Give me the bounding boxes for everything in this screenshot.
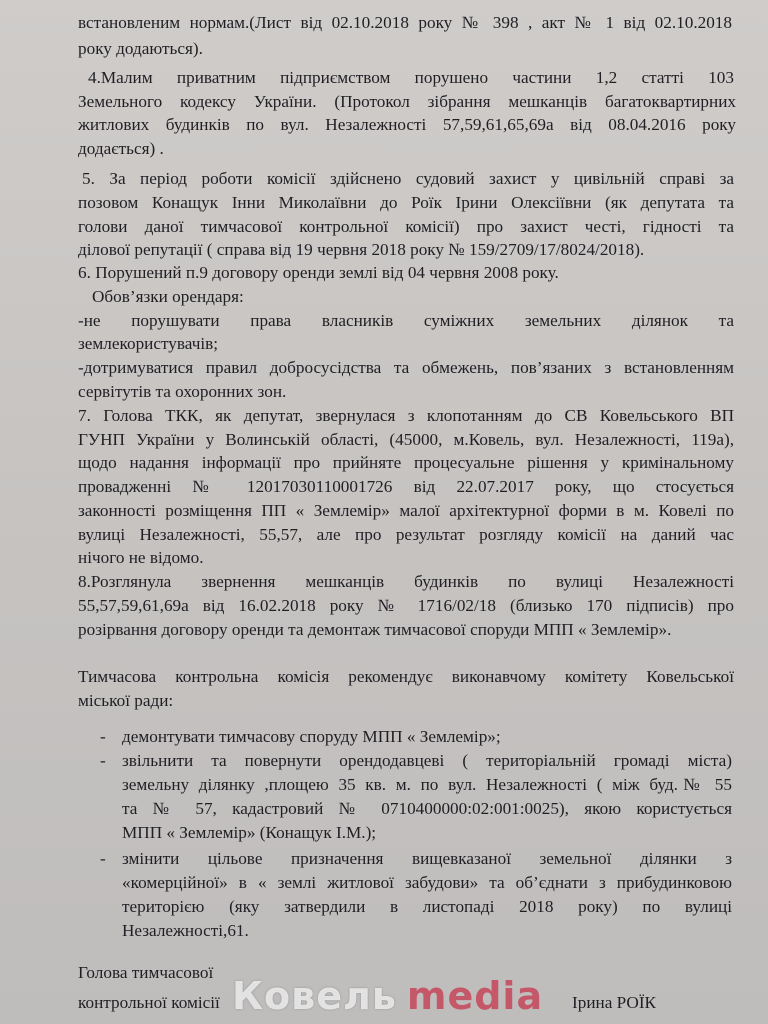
text-line: Обов’язки орендаря: [92,287,244,306]
list-item: звільнити та повернути орендодавцеві ( територіальній громаді міста) [122,751,732,770]
text-line: 5. За період роботи комісії здійснено судовий захист у цивільній справі за [82,169,734,188]
text-line: голови даної тимчасової контрольної комісії) про захист честі, гідності та [78,217,734,236]
text-line: Земельного кодексу України. (Протокол зібрання мешканців багатоквартирних [78,92,736,111]
list-item: Незалежності,61. [122,921,249,940]
text-line: щодо надання інформації про прийняте процесуальне рішення у кримінальному [78,453,734,472]
list-bullet: - [100,751,106,770]
list-bullet: - [100,727,106,746]
signatory-name: Ірина РОЇК [572,993,657,1012]
text-line: 8.Розглянула звернення мешканців будинків по вулиці Незалежності [78,572,734,591]
text-line: року додаються). [78,39,203,58]
text-line: 6. Порушений п.9 договору оренди землі від 04 червня 2008 року. [78,263,559,282]
list-item: демонтувати тимчасову споруду МПП « Землемір»; [122,727,501,746]
list-bullet: - [100,849,106,868]
signature-title: контрольної комісії [78,993,220,1012]
text-line: житлових будинків по вул. Незалежності 57,59,61,65,69а від 08.04.2016 року [78,115,736,134]
text-line: 4.Малим приватним підприємством порушено частини 1,2 статті 103 [88,68,734,87]
text-line: позовом Конащук Інни Миколаївни до Роїк Ірини Олексіївни (як депутата та [78,193,734,212]
text-line: вулиці Незалежності, 55,57, але про результат розгляду комісії на даний час [78,525,734,544]
text-line: землекористувачів; [78,334,219,353]
text-line: 7. Голова ТКК, як депутат, звернулася з клопотанням до СВ Ковельського ВП [78,406,734,425]
list-item: територією (яку затвердили в листопаді 2018 року) по вулиці [122,897,732,916]
signature-title: Голова тимчасової [78,963,214,982]
text-line: міської ради: [78,691,174,710]
text-line: сервітутів та охоронних зон. [78,382,287,401]
text-line: -дотримуватися правил добросусідства та обмежень, пов’язаних з встановленням [78,358,734,377]
watermark-part-1: Ковель [232,974,397,1018]
text-line: ГУНП України у Волинській області, (45000, м.Ковель, вул. Незалежності, 119а), [78,430,734,449]
text-line: законності розміщення ПП « Землемір» малої архітектурної форми в м. Ковелі по [78,501,734,520]
watermark-part-2: media [406,974,544,1018]
list-item: змінити цільове призначення вищевказаної земельної ділянки з [122,849,732,868]
watermark-logo [232,974,543,1018]
text-line: додається) . [78,139,164,158]
list-item: земельну ділянку ,площею 35 кв. м. по вул. Незалежності ( між буд.№ 55 [122,775,732,794]
text-line: розірвання договору оренди та демонтаж тимчасової споруди МПП « Землемір». [78,620,672,639]
text-line: нічого не відомо. [78,548,204,567]
list-item: МПП « Землемір» (Конащук І.М.); [122,823,377,842]
list-item: та № 57, кадастровий № 0710400000:02:001:0025), якою користується [122,799,732,818]
text-line: 55,57,59,61,69а від 16.02.2018 року № 1716/02/18 (близько 170 підписів) про [78,596,734,615]
list-item: «комерційної» в « землі житлової забудови» та об’єднати з прибудинковою [122,873,732,892]
text-line: -не порушувати права власників суміжних земельних ділянок та [78,311,734,330]
text-line: провадженні № 12017030110001726 від 22.07.2017 року, що стосується [78,477,734,496]
text-line: ділової репутації ( справа від 19 червня 2018 року № 159/2709/17/8024/2018). [78,240,645,259]
text-line: Тимчасова контрольна комісія рекомендує виконавчому комітету Ковельської [78,667,734,686]
text-line: встановленим нормам.(Лист від 02.10.2018 року № 398 , акт № 1 від 02.10.2018 [78,13,732,32]
